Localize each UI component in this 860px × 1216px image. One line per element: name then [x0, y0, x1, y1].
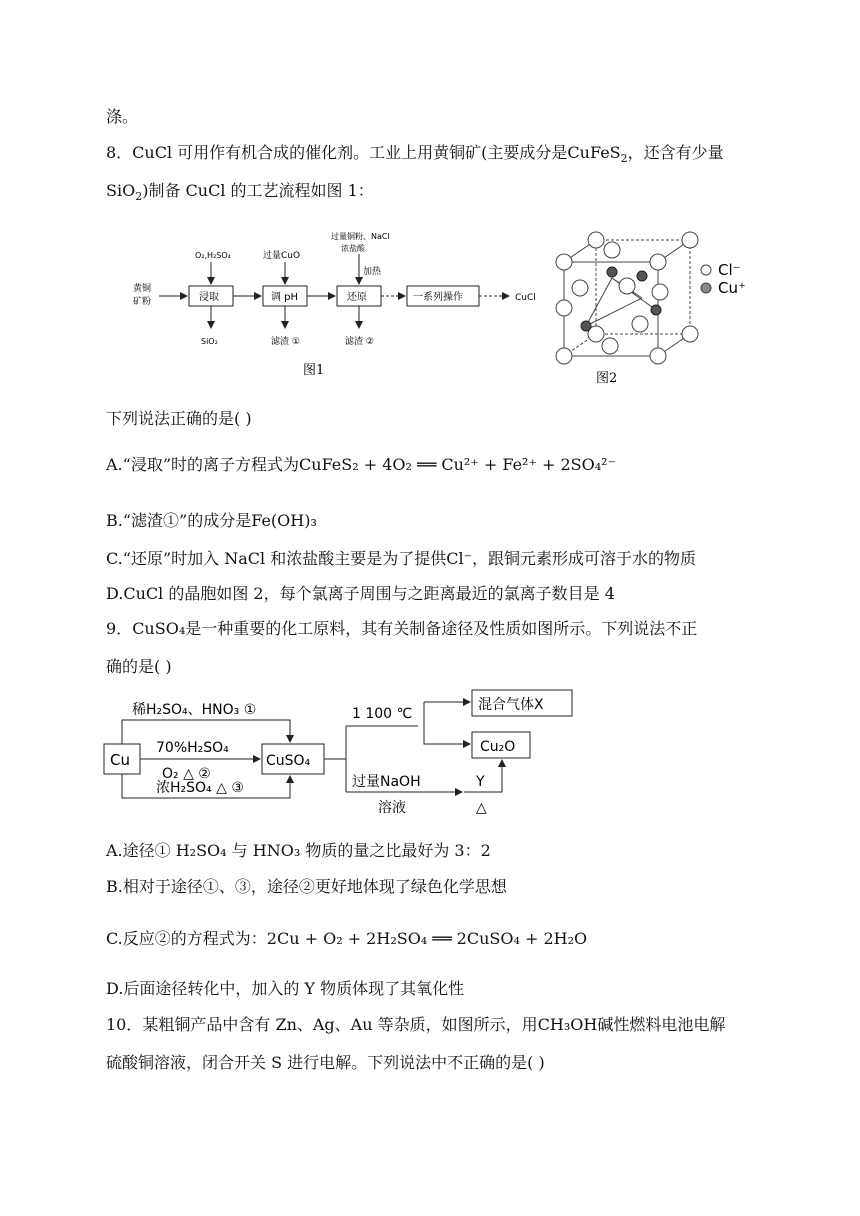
q8-stem-formula: CuFeS: [567, 143, 621, 162]
q8-stem-text-c: )制备 CuCl 的工艺流程如图 1：: [142, 181, 374, 200]
q9-cu: Cu: [110, 751, 130, 769]
q9-option-b: B.相对于途径①、③，途径②更好地体现了绿色化学思想: [106, 877, 507, 896]
q9-cu2o: Cu₂O: [480, 739, 516, 755]
q8-option-a: [106, 452, 616, 475]
q8-option-c-ion: Cl⁻: [446, 549, 473, 568]
fig2-legend-cl: Cl⁻: [718, 261, 741, 279]
q10-stem-formula: CH₃OH: [537, 1015, 598, 1034]
q8-option-c: [106, 546, 696, 569]
fig1-reagent3-line1: 过量铜粉、NaCl: [331, 232, 390, 241]
q9-y: Y: [476, 774, 485, 790]
fig1-out3: 滤渣 ②: [345, 337, 374, 347]
fig1-reagent2: 过量CuO: [263, 251, 301, 261]
q9-route1: 稀H₂SO₄、HNO₃ ①: [132, 702, 257, 718]
q9-option-d: D.后面途径转化中，加入的 Y 物质体现了其氧化性: [106, 979, 465, 998]
q9-stem-line1: [106, 616, 697, 639]
q8-option-c-text-b: ，跟铜元素形成可溶于水的物质: [472, 549, 697, 568]
q8-option-b-prefix: B.“滤渣①”的成分是: [106, 511, 252, 530]
fig1-reagent3-line2: 浓盐酸: [341, 244, 365, 253]
q10-stem-line2: 硫酸铜溶液，闭合开关 S 进行电解。下列说法中不正确的是( ): [106, 1053, 545, 1072]
fig1-heat: 加热: [363, 267, 382, 277]
q8-option-b-formula: Fe(OH)₃: [251, 511, 317, 530]
q9-route2-bottom: O₂ △ ②: [162, 766, 211, 782]
q8-stem-line2: SiO$_2$)制备 CuCl 的工艺流程如图 1：: [106, 181, 374, 204]
q8-option-b: [106, 508, 317, 531]
q8-prompt: 下列说法正确的是( ): [106, 409, 252, 428]
q9-option-c-prefix: C.反应②的方程式为：: [106, 929, 267, 948]
q9-stem-num: 9．: [106, 619, 133, 638]
fig1-caption: 图1: [303, 363, 325, 378]
q9-option-c: [106, 926, 587, 949]
q9-heat: △: [476, 800, 487, 816]
q9-route2-top: 70%H₂SO₄: [156, 740, 229, 756]
q9-gas: 混合气体X: [478, 697, 544, 713]
q9-cuso4: CuSO₄: [266, 753, 311, 769]
q9-stem-text: 是一种重要的化工原料，其有关制备途径及性质如图所示。下列说法不正: [185, 619, 698, 638]
fig1-out1: SiO₂: [201, 337, 218, 346]
fig1-step1: 浸取: [199, 292, 219, 303]
fig1-reagent1: O₂,H₂SO₄: [195, 251, 231, 260]
q8-option-a-equation: CuFeS₂ + 4O₂ ══ Cu²⁺ + Fe²⁺ + 2SO₄²⁻: [299, 455, 617, 474]
q9-temp: 1 100 ℃: [352, 706, 413, 722]
q8-stem-text-b: ，还含有少量: [627, 143, 724, 162]
q9-naoh-top: 过量NaOH: [352, 774, 421, 790]
q9-option-c-equation: 2Cu + O₂ + 2H₂SO₄ ══ 2CuSO₄ + 2H₂O: [266, 929, 588, 948]
q8-option-d: D.CuCl 的晶胞如图 2，每个氯离子周围与之距离最近的氯离子数目是 4: [106, 584, 615, 603]
fig1-step3: 还原: [347, 292, 367, 303]
fig2-legend-cu: Cu⁺: [718, 279, 746, 297]
q9-route3: 浓H₂SO₄ △ ③: [156, 780, 244, 796]
q9-diagram: [100, 688, 590, 820]
fig1-input-line1: 黄铜: [133, 284, 152, 294]
q8-stem-formula2: SiO: [106, 181, 136, 200]
q8-stem-text-a: 8．CuCl 可用作有机合成的催化剂。工业上用黄铜矿(主要成分是: [106, 143, 568, 162]
top-fragment: 涤。: [106, 107, 139, 126]
fig1-step4: 一系列操作: [413, 292, 463, 303]
q9-stem-formula: CuSO₄: [132, 619, 186, 638]
fig1-out2: 滤渣 ①: [271, 337, 300, 347]
fig1-step2: 调 pH: [271, 292, 299, 303]
q9-option-a: A.途径① H₂SO₄ 与 HNO₃ 物质的量之比最好为 3：2: [106, 841, 491, 860]
fig1-product: CuCl: [515, 293, 536, 303]
fig1-flowchart: [125, 228, 555, 383]
fig2-crystal-cell: [550, 228, 790, 393]
fig1-input-line2: 矿粉: [133, 297, 152, 307]
fig2-caption: 图2: [596, 371, 618, 386]
q9-stem-line2: 确的是( ): [106, 657, 172, 676]
q8-stem-line1: 8．CuCl 可用作有机合成的催化剂。工业上用黄铜矿(主要成分是CuFeS$_2$，还含有少量: [106, 143, 724, 166]
q8-option-a-prefix: A.“浸取”时的离子方程式为: [106, 455, 300, 474]
q9-naoh-bottom: 溶液: [378, 800, 406, 816]
q10-stem-text-a: 10．某粗铜产品中含有 Zn、Ag、Au 等杂质，如图所示，用: [106, 1015, 538, 1034]
q8-option-c-text-a: C.“还原”时加入 NaCl 和浓盐酸主要是为了提供: [106, 549, 447, 568]
q10-stem-line1: [106, 1012, 725, 1035]
q10-stem-text-b: 碱性燃料电池电解: [597, 1015, 726, 1034]
